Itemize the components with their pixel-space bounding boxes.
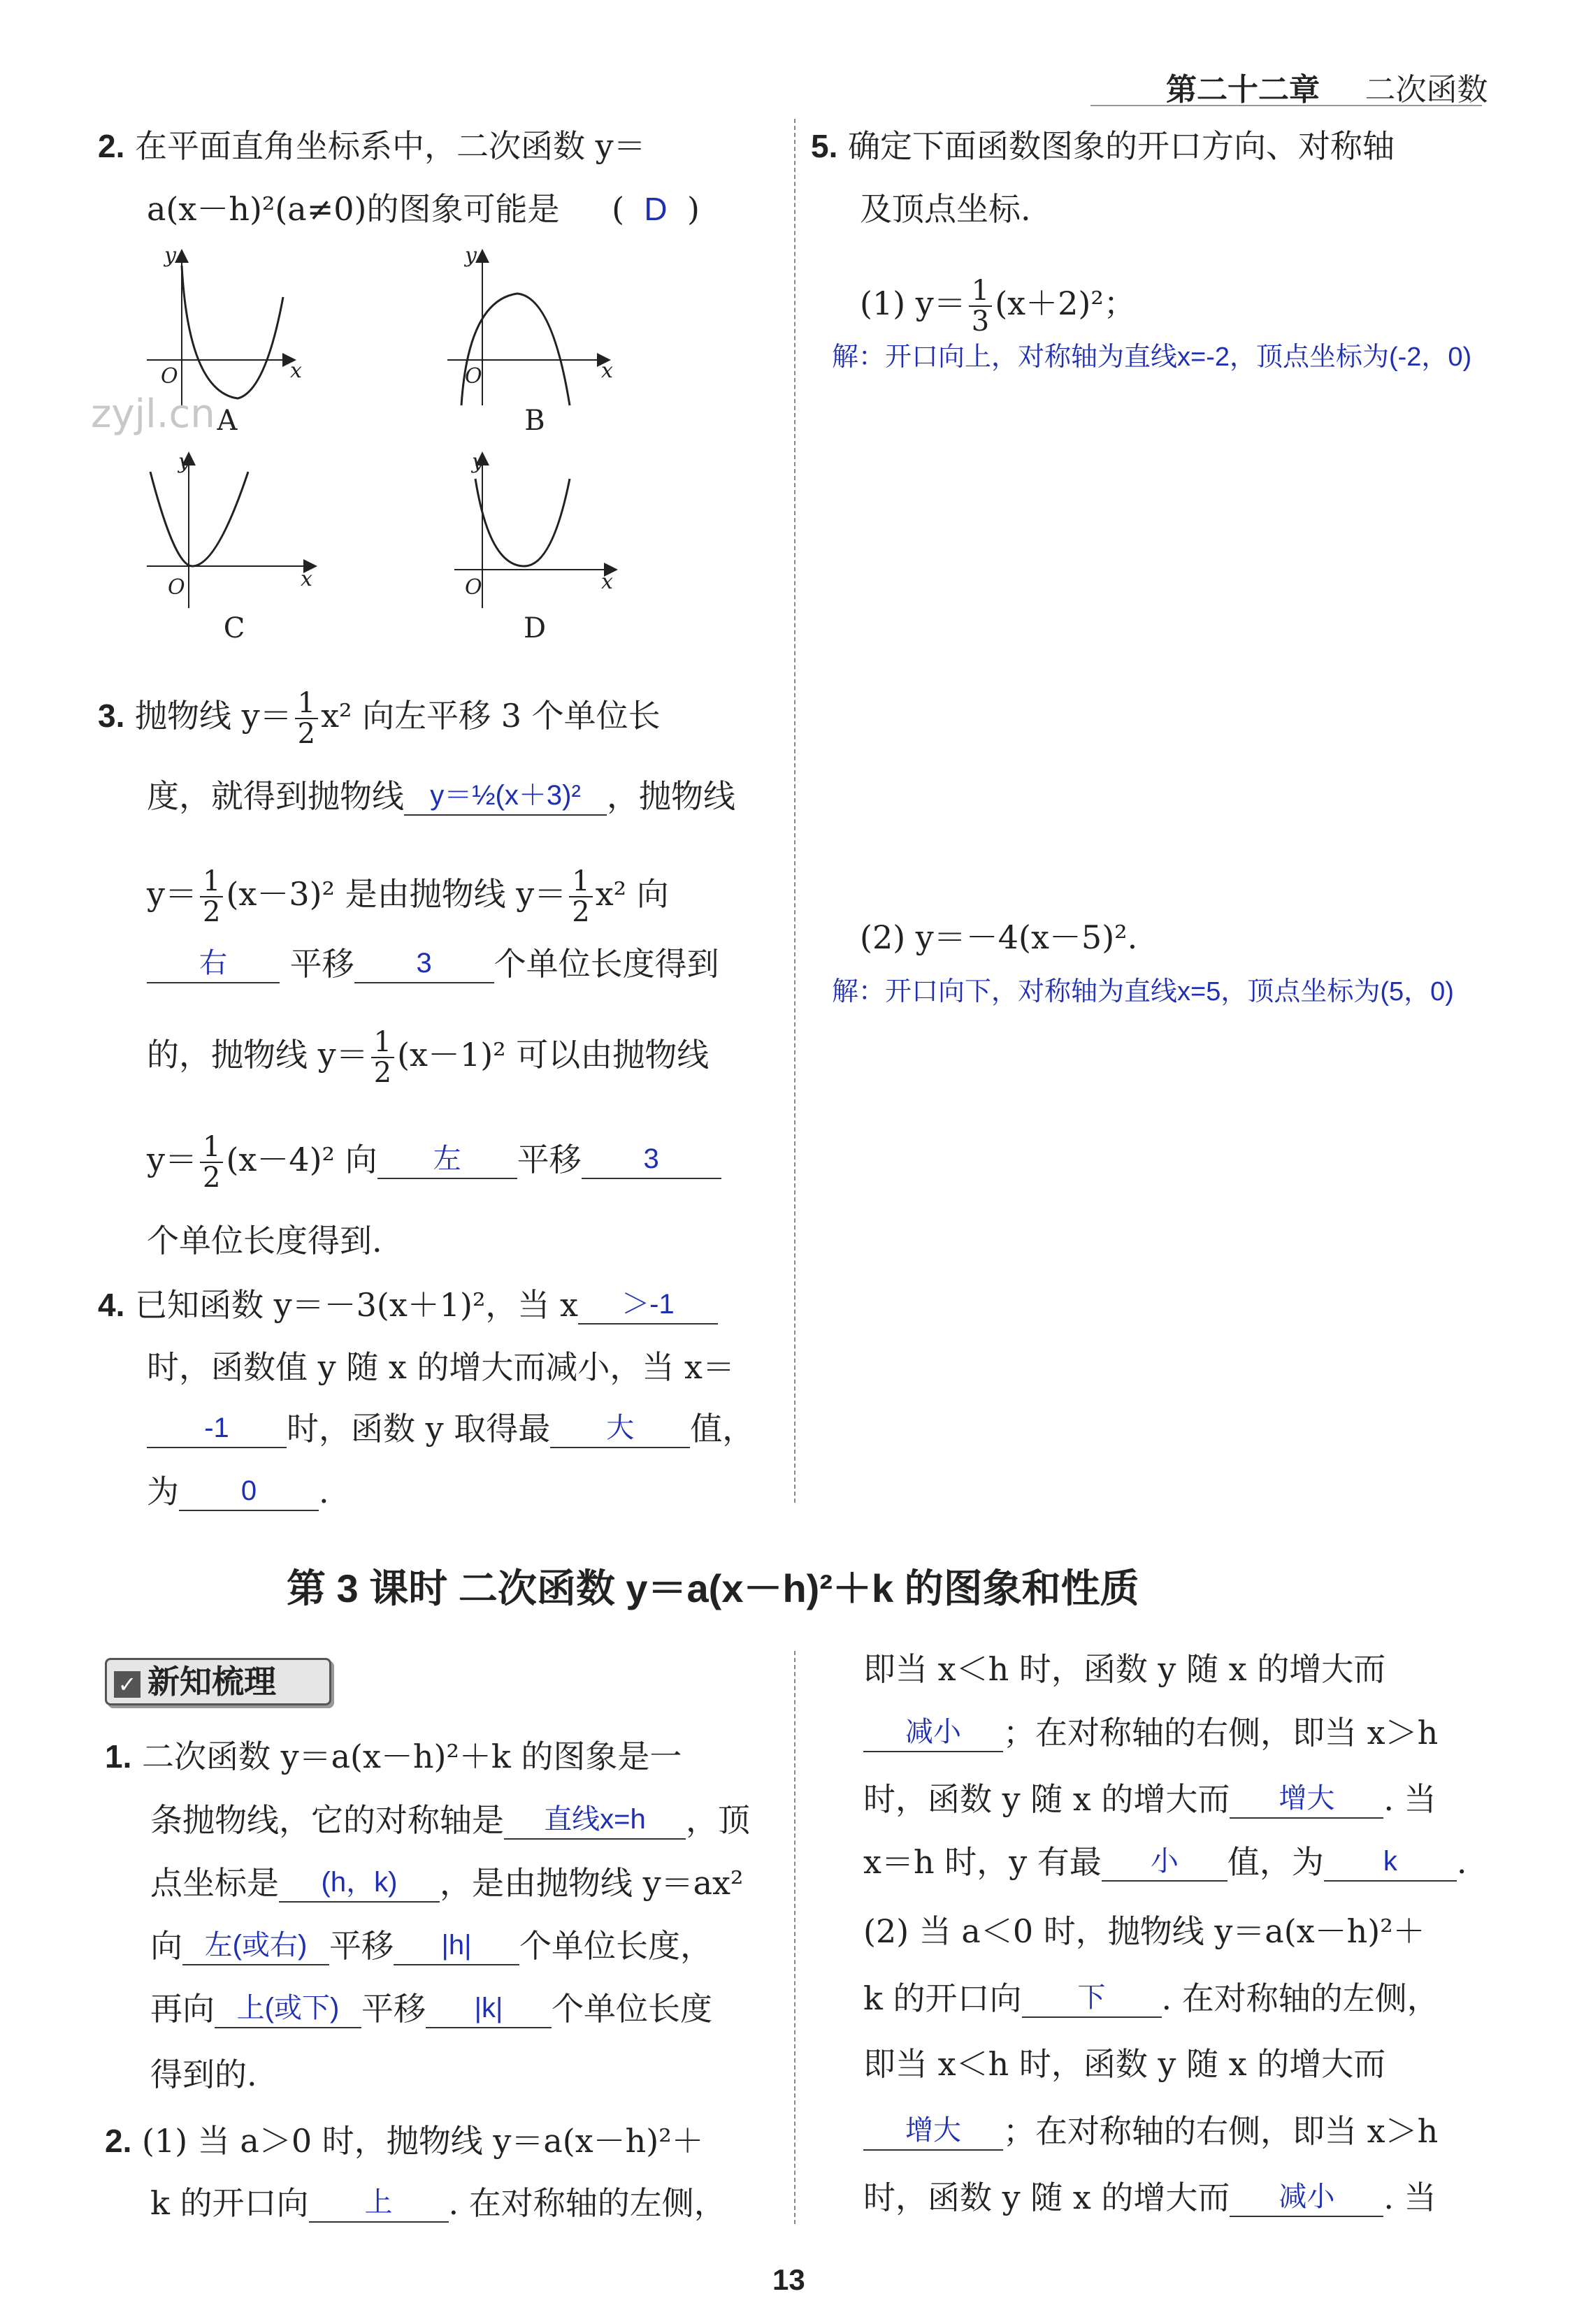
q4-answer-1: ＞-1 [578,1285,718,1325]
q3-line4 [147,947,719,986]
k2-right-line4 [863,1845,1467,1884]
frac-num: 1 [569,867,592,897]
axis-label: y [178,449,190,474]
k1-text: 条抛物线，它的对称轴是 [150,1801,504,1839]
q3-answer-4: 左 [377,1140,517,1179]
k2-answer-7: 增大 [863,2112,1003,2151]
q2-graphs [133,245,762,664]
q3-text: 个单位长度得到. [147,1222,382,1260]
q5-number: 5. [811,128,838,164]
k1-number: 1. [105,1738,132,1775]
k2-text: x＝h 时，y 有最 [863,1843,1102,1881]
q4-text: 为 [147,1473,179,1510]
k2-text: k 的开口向 [863,1979,1022,2017]
k1-answer-4: |h| [394,1926,519,1965]
watermark: zyjl.cn [91,391,215,437]
k2-text: . 在对称轴的左侧， [1161,1979,1439,2017]
k2-text: ；在对称轴的右侧，即当 x＞h [1003,1714,1439,1752]
k2-answer-8: 减小 [1230,2178,1383,2217]
axis-label: x [301,567,312,591]
k1-line5 [150,1992,712,2031]
k2-text: . 当 [1383,2179,1436,2216]
q2-text1: 在平面直角坐标系中，二次函数 y＝ [135,127,646,165]
k2-right-line7: 即当 x＜h 时，函数 y 随 x 的增大而 [863,2045,1386,2083]
q4-answer-2: -1 [147,1409,287,1448]
chapter-title: 二次函数 [1364,73,1488,107]
k2-text: (1) 当 a＞0 时，抛物线 y＝a(x－h)²＋ [142,2122,704,2160]
k1-text: ，是由抛物线 y＝ax² [440,1864,744,1902]
k1-line3 [150,1866,743,1905]
q5-text: 确定下面函数图象的开口方向、对称轴 [848,127,1395,165]
q5-solution-1: 解：开口向上，对称轴为直线x=-2，顶点坐标为(-2，0) [832,342,1472,372]
k2-answer-3: 增大 [1230,1780,1383,1819]
fraction [295,688,318,749]
q3-line3 [147,867,669,927]
header [1166,64,1488,109]
q2-line1 [98,127,646,165]
q4-text: 值， [690,1410,755,1448]
k2-right-line5: (2) 当 a＜0 时，抛物线 y＝a(x－h)²＋ [863,1912,1425,1950]
frac-den: 2 [572,896,590,928]
header-rule [1090,105,1482,106]
k2-answer-4: 小 [1102,1842,1227,1882]
k2-right-line8 [863,2114,1438,2153]
q3-text: x² 向 [595,875,669,913]
q3-text: y＝ [147,875,197,913]
k1-text: ，顶 [686,1801,750,1839]
q3-line2 [147,779,735,818]
fraction [371,1027,394,1088]
frac-den: 2 [203,896,221,928]
k1-answer-5: 上(或下) [215,1989,361,2028]
q5-text: (1) y＝ [860,284,966,322]
frac-den: 2 [373,1057,392,1089]
k2-right-line1: 即当 x＜h 时，函数 y 随 x 的增大而 [863,1650,1386,1688]
q3-number: 3. [98,698,125,734]
q4-answer-4: 0 [179,1472,319,1511]
k1-answer-2: (h，k) [279,1863,440,1903]
q3-text: 平移 [289,945,354,983]
q4-number: 4. [98,1287,125,1323]
k1-line1 [105,1740,682,1773]
q2-line2: a(x－h)²(a≠0)的图象可能是 ( D ) [147,190,700,228]
k2-text: . [1456,1843,1467,1881]
k1-line4 [150,1929,712,1968]
check-icon: ✓ [114,1671,141,1698]
fraction [200,1132,223,1192]
k1-text: 二次函数 y＝a(x－h)²＋k 的图象是一 [142,1738,682,1775]
axis-label: x [601,359,613,383]
graph-label-d: D [523,612,547,644]
k2-answer-2: 减小 [863,1713,1003,1752]
fraction [969,276,992,336]
section-badge-label: 新知梳理 [147,1663,276,1700]
q3-text: (x－4)² 向 [226,1141,377,1178]
k1-line2 [150,1803,750,1842]
axis-label: y [164,245,176,268]
page-number: 13 [772,2263,805,2296]
q5-text: (x＋2)²； [995,284,1136,322]
axis-label: y [472,449,484,474]
q3-text: 个单位长度得到 [494,945,719,983]
k1-line6: 得到的. [150,2056,257,2093]
k2-line2 [150,2186,726,2225]
q3-text: (x－1)² 可以由抛物线 [397,1036,710,1074]
q4-line1 [98,1288,718,1327]
q5-part1 [860,276,1136,336]
q3-text: 抛物线 y＝ [135,697,292,735]
q3-text: 平移 [517,1141,582,1178]
origin-label: O [161,364,178,389]
q3-line5 [147,1027,709,1088]
k2-right-line2 [863,1716,1438,1755]
q4-text: 时，函数 y 取得最 [287,1410,551,1448]
q4-line4 [147,1475,329,1514]
origin-label: O [465,575,482,600]
k1-text: 平移 [361,1990,426,2028]
k2-right-line6 [863,1979,1439,2021]
q4-text: . [319,1473,329,1510]
q3-text: 的，抛物线 y＝ [147,1036,368,1074]
k1-answer-1: 直线x=h [504,1800,686,1840]
column-divider [794,119,795,1503]
k2-answer-5: k [1324,1842,1457,1882]
k2-text: . 当 [1383,1780,1436,1818]
axis-label: x [290,359,302,383]
frac-num: 1 [295,688,318,719]
section-badge [105,1658,331,1705]
q3-line1 [98,688,661,749]
fraction [569,867,592,927]
frac-num: 1 [969,276,992,307]
q2-number: 2. [98,128,125,164]
k2-right-line9 [863,2181,1436,2220]
q3-answer-2: 右 [147,944,280,983]
k1-text: 个单位长度 [552,1990,712,2028]
origin-label: O [168,575,185,600]
k2-text: 值，为 [1227,1843,1324,1881]
k2-text: 时，函数 y 随 x 的增大而 [863,1780,1230,1818]
graph-label-b: B [524,405,545,437]
q5-text: 及顶点坐标. [860,190,1031,228]
k2-line1 [105,2122,704,2160]
q3-text: 度，就得到抛物线 [147,777,404,815]
k2-answer-1: 上 [309,2184,449,2223]
frac-den: 2 [297,718,316,750]
k1-answer-3: 左(或右) [182,1926,329,1965]
q5-line2 [860,190,1031,228]
q3-text: (x－3)² 是由抛物线 y＝ [226,875,567,913]
origin-label: O [465,364,482,389]
k2-text: k 的开口向 [150,2184,309,2222]
axis-label: y [465,245,477,268]
frac-den: 2 [203,1162,221,1194]
k2-answer-6: 下 [1022,1979,1162,2018]
q3-line6 [147,1132,721,1192]
frac-num: 1 [200,1132,223,1163]
q5-part2: (2) y＝－4(x－5)². [860,918,1138,956]
graph-label-a: A [217,405,238,437]
graph-label-c: C [223,612,245,644]
k2-text: . 在对称轴的左侧， [448,2184,726,2222]
q4-text: 已知函数 y＝－3(x＋1)²，当 x [135,1286,578,1324]
q3-answer-3: 3 [354,944,494,983]
q2-answer: D [644,191,668,227]
q3-text: ，抛物线 [607,777,735,815]
chapter-label: 第二十二章 [1166,73,1320,107]
k2-text: ；在对称轴的右侧，即当 x＞h [1003,2112,1439,2150]
k2-text: 时，函数 y 随 x 的增大而 [863,2179,1230,2216]
frac-num: 1 [200,867,223,897]
q4-answer-3: 大 [550,1409,690,1448]
q3-line7 [147,1222,382,1260]
q3-answer-1: y＝½(x＋3)² [404,777,607,816]
lesson-title: 第 3 课时 二次函数 y＝a(x－h)²＋k 的图象和性质 [287,1566,1139,1610]
q5-solution-2: 解：开口向下，对称轴为直线x=5，顶点坐标为(5，0) [832,977,1454,1006]
k1-text: 平移 [329,1927,394,1965]
column-divider [794,1651,795,2224]
axis-label: x [601,570,613,594]
k2-right-line3 [863,1782,1436,1821]
k1-text: 点坐标是 [150,1864,279,1902]
frac-num: 1 [371,1027,394,1058]
k1-answer-6: |k| [426,1989,552,2028]
q2-text2: a(x－h)²(a≠0)的图象可能是 [147,190,560,228]
q4-text: 时，函数值 y 随 x 的增大而减小，当 x＝ [147,1348,735,1386]
q3-text: x² 向左平移 3 个单位长 [321,697,661,735]
q3-text: y＝ [147,1141,197,1178]
q4-line2 [147,1348,735,1386]
q4-line3 [147,1412,754,1451]
frac-den: 3 [971,305,990,338]
k1-text: 再向 [150,1990,215,2028]
q5-line1 [811,127,1395,165]
k2-number: 2. [105,2123,132,2159]
k1-text: 向 [150,1927,182,1965]
fraction [200,867,223,927]
q3-answer-5: 3 [582,1140,721,1179]
k1-text: 个单位长度， [519,1927,712,1965]
